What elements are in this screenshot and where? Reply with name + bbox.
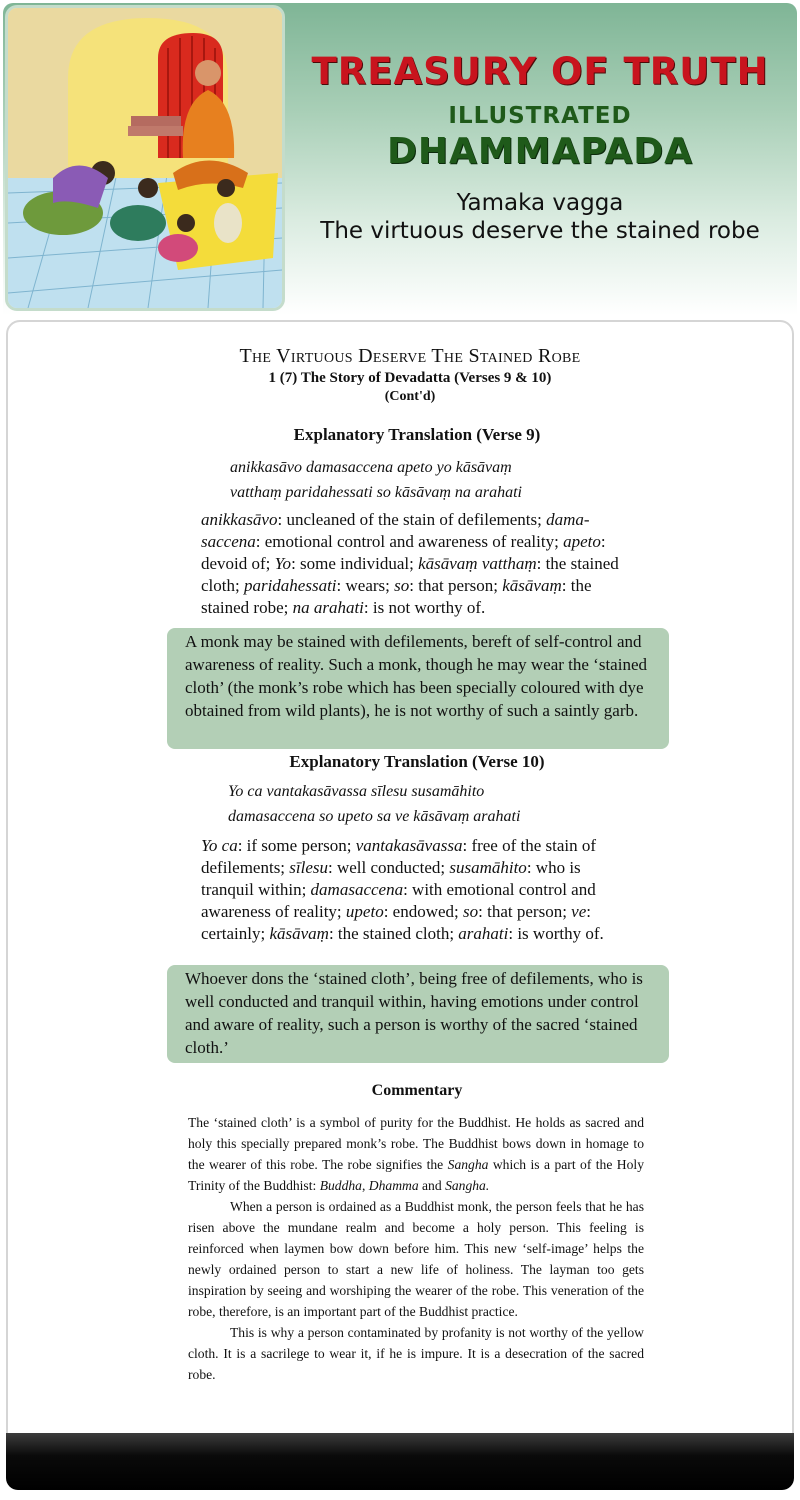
commentary-text: , <box>361 1178 369 1193</box>
gloss-definition: : uncleaned of the stain of defilements; <box>277 510 547 529</box>
gloss-definition: : that person; <box>478 902 572 921</box>
gloss-term: anikkasāvo <box>201 510 278 529</box>
verse9-pali-line1: anikkasāvo damasaccena apeto yo kāsāvaṃ <box>230 459 512 476</box>
gloss-definition: : wears; <box>336 576 395 595</box>
gloss-term: kāsāvaṃ <box>269 924 329 943</box>
gloss-definition: : the stained cloth; <box>201 554 619 595</box>
verse10-pali-line2: damasaccena so upeto sa ve kāsāvaṃ arahati <box>228 808 521 825</box>
verse10-pali <box>228 779 520 829</box>
gloss-definition: : the stained cloth; <box>328 924 459 943</box>
continued-label: (Cont'd) <box>384 389 436 404</box>
gloss-term: damasaccena <box>310 880 404 899</box>
verse10-heading: Explanatory Translation (Verse 10) <box>289 752 545 771</box>
gloss-definition: : if some person; <box>237 836 356 855</box>
series-main-title: DHAMMAPADA <box>386 131 694 172</box>
verse10-pali-line1: Yo ca vantakasāvassa sīlesu susamāhito <box>228 783 485 800</box>
gloss-term: vantakasāvassa <box>355 836 463 855</box>
gloss-term: dama-saccena <box>201 510 590 551</box>
verse9-pali-line2: vatthaṃ paridahessati so kāsāvaṃ na arahati <box>230 484 522 501</box>
gloss-definition: : devoid of; <box>201 532 606 573</box>
commentary-heading: Commentary <box>371 1082 463 1099</box>
commentary-term: Buddha <box>319 1178 362 1193</box>
commentary-paragraph-1 <box>188 1112 644 1196</box>
gloss-term: susamāhito <box>449 858 527 877</box>
gloss-term: upeto <box>345 902 384 921</box>
gloss-term: so <box>394 576 410 595</box>
gloss-term: kāsāvaṃ vatthaṃ <box>418 554 537 573</box>
gloss-definition: : emotional control and awareness of reality; <box>255 532 564 551</box>
commentary-term: Sangha <box>447 1157 489 1172</box>
gloss-term: Yo <box>274 554 292 573</box>
gloss-definition: : endowed; <box>383 902 464 921</box>
commentary-text: The ‘stained cloth’ is a symbol of purity for the Buddhist. He holds as sacred and holy this specially prepared monk’s robe. The Buddhist bows down in homage to the wearer of this robe. The robe signifies the <box>188 1115 644 1172</box>
gloss-definition: : who is tranquil within; <box>201 858 581 899</box>
gloss-definition: : with emotional control and awareness of reality; <box>201 880 596 921</box>
gloss-definition: : free of the stain of defilements; <box>201 836 597 877</box>
gloss-term: apeto <box>563 532 601 551</box>
gloss-term: kāsāvaṃ <box>502 576 562 595</box>
title-block <box>290 50 790 244</box>
gloss-definition: : is worthy of. <box>508 924 604 943</box>
vagga-name: Yamaka vagga <box>456 190 624 216</box>
monk-illustration <box>5 5 285 311</box>
section-title: The Virtuous Deserve The Stained Robe <box>239 345 581 367</box>
gloss-definition: : is not worthy of. <box>363 598 486 617</box>
commentary-paragraph-2: When a person is ordained as a Buddhist monk, the person feels that he has risen above the mundane realm and become a holy person. This feeling is reinforced when laymen bow down before him. This new ‘self-image’ helps the newly ordained person to start a new life of holiness. The layman too gets inspiration by seeing and worshiping the wearer of the robe. This veneration of the robe, therefore, is an important part of the Buddhist practice. <box>188 1199 644 1319</box>
series-subtitle: ILLUSTRATED <box>448 103 632 129</box>
gloss-term: Yo ca <box>201 836 238 855</box>
gloss-term: na arahati <box>292 598 364 617</box>
commentary-text: which is a part of the Holy Trinity of the Buddhist: <box>188 1157 644 1193</box>
verse10-glossary <box>201 835 637 945</box>
gloss-term: paridahessati <box>243 576 337 595</box>
verse9-translation: A monk may be stained with defilements, bereft of self-control and awareness of reality. Such a monk, though he may wear the ‘stained cloth’ (the monk’s robe which has been specially coloured with dye obtained from wild plants), he is not worthy of such a saintly garb. <box>167 628 669 749</box>
verse9-heading: Explanatory Translation (Verse 9) <box>293 425 541 444</box>
gloss-term: ve <box>571 902 587 921</box>
gloss-term: arahati <box>458 924 509 943</box>
series-title: TREASURY OF TRUTH <box>311 50 769 93</box>
gloss-definition: : the stained robe; <box>201 576 592 617</box>
footer-bar <box>6 1433 794 1490</box>
gloss-definition: : that person; <box>409 576 503 595</box>
gloss-definition: : some individual; <box>291 554 419 573</box>
verse9-pali <box>230 455 522 505</box>
commentary-paragraph-3: This is why a person contaminated by profanity is not worthy of the yellow cloth. It is a sacrilege to wear it, if he is impure. It is a desecration of the sacred robe. <box>188 1325 644 1382</box>
vagga-subtitle: The virtuous deserve the stained robe <box>320 218 760 244</box>
commentary-term: Sangha. <box>445 1178 490 1193</box>
gloss-term: so <box>463 902 479 921</box>
gloss-term: sīlesu <box>289 858 329 877</box>
story-title: 1 (7) The Story of Devadatta (Verses 9 & 10) <box>268 370 552 386</box>
commentary-text: and <box>418 1178 446 1193</box>
gloss-definition: : well conducted; <box>328 858 450 877</box>
commentary-term: Dhamma <box>368 1178 419 1193</box>
gloss-definition: : certainly; <box>201 902 591 943</box>
verse9-glossary <box>201 509 631 619</box>
commentary-body <box>188 1112 644 1385</box>
verse10-translation: Whoever dons the ‘stained cloth’, being free of defilements, who is well conducted and tranquil within, having emotions under control and aware of reality, such a person is worthy of the sacred ‘stained cloth.’ <box>167 965 669 1063</box>
